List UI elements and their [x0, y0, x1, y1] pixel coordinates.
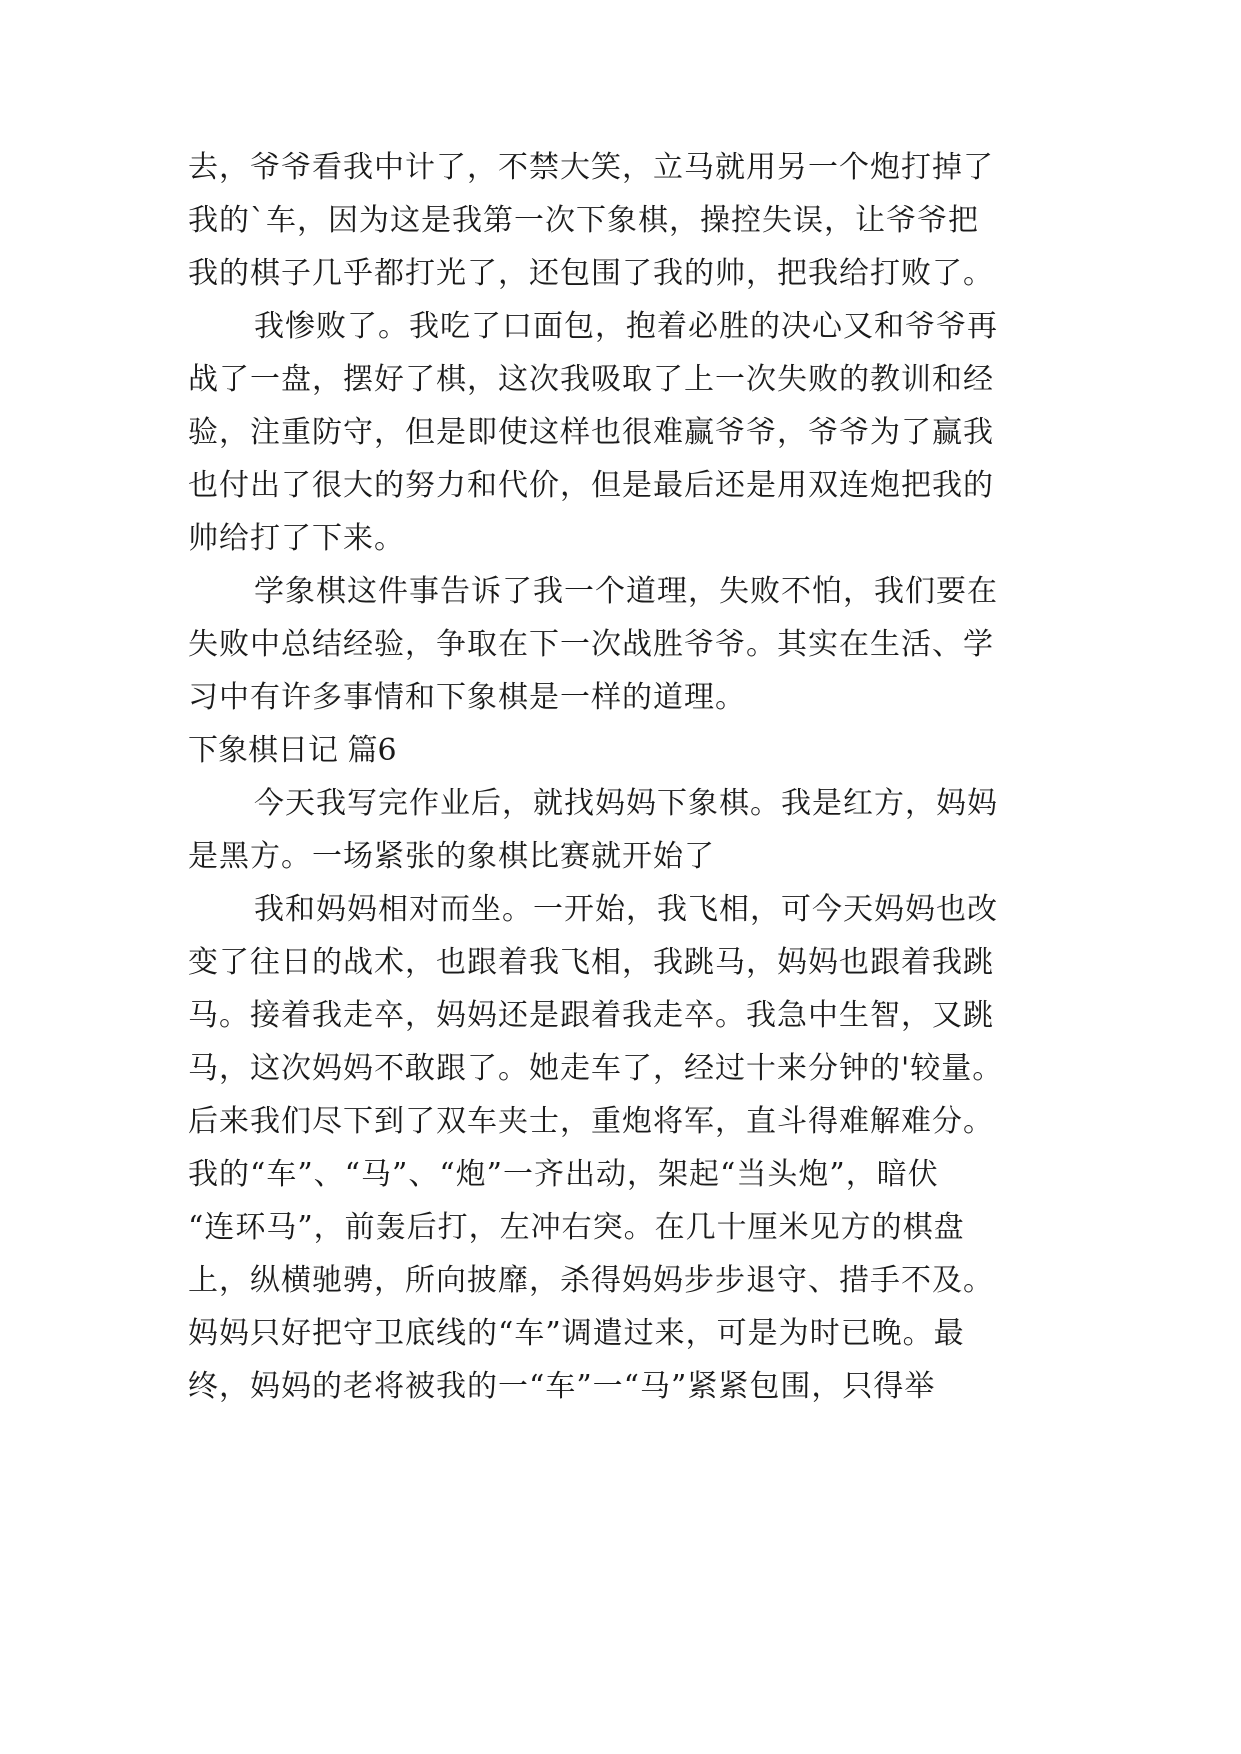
text-line: 去，爷爷看我中计了，不禁大笑，立马就用另一个炮打掉了 [188, 150, 994, 185]
paragraph-first-line: 我惨败了。我吃了口面包，抱着必胜的决心又和爷爷再 [254, 309, 998, 344]
paragraph-first-line: 今天我写完作业后，就找妈妈下象棋。我是红方，妈妈 [254, 786, 998, 821]
paragraph-first-line: 我和妈妈相对而坐。一开始，我飞相，可今天妈妈也改 [254, 892, 998, 927]
text-line: 验，注重防守，但是即使这样也很难赢爷爷，爷爷为了赢我 [188, 415, 994, 450]
text-line: 终，妈妈的老将被我的一“车”一“马”紧紧包围，只得举 [188, 1369, 936, 1404]
text-line: 也付出了很大的努力和代价，但是最后还是用双连炮把我的 [188, 468, 994, 503]
text-line: 帅给打了下来。 [188, 521, 405, 556]
text-line: 我的“车”、“马”、“炮”一齐出动，架起“当头炮”，暗伏 [188, 1157, 939, 1192]
text-line: 习中有许多事情和下象棋是一样的道理。 [188, 680, 746, 715]
text-line: 变了往日的战术，也跟着我飞相，我跳马，妈妈也跟着我跳 [188, 945, 994, 980]
text-line: 马。接着我走卒，妈妈还是跟着我走卒。我急中生智，又跳 [188, 998, 994, 1033]
text-line: 失败中总结经验，争取在下一次战胜爷爷。其实在生活、学 [188, 627, 994, 662]
text-line: 我的棋子几乎都打光了，还包围了我的帅，把我给打败了。 [188, 256, 994, 291]
text-line: 是黑方。一场紧张的象棋比赛就开始了 [188, 839, 715, 874]
text-line: 妈妈只好把守卫底线的“车”调遣过来，可是为时已晚。最 [188, 1316, 965, 1351]
text-line: 战了一盘，摆好了棋，这次我吸取了上一次失败的教训和经 [188, 362, 994, 397]
text-line: 后来我们尽下到了双车夹士，重炮将军，直斗得难解难分。 [188, 1104, 994, 1139]
text-line: “连环马”，前轰后打，左冲右突。在几十厘米见方的棋盘 [188, 1210, 965, 1245]
paragraph-first-line: 学象棋这件事告诉了我一个道理，失败不怕，我们要在 [254, 574, 998, 609]
text-line: 上，纵横驰骋，所向披靡，杀得妈妈步步退守、措手不及。 [188, 1263, 994, 1298]
text-line: 我的`车，因为这是我第一次下象棋，操控失误，让爷爷把 [188, 203, 979, 238]
section-heading: 下象棋日记 篇6 [188, 733, 397, 768]
text-line: 马，这次妈妈不敢跟了。她走车了，经过十来分钟的'较量。 [188, 1051, 1004, 1086]
